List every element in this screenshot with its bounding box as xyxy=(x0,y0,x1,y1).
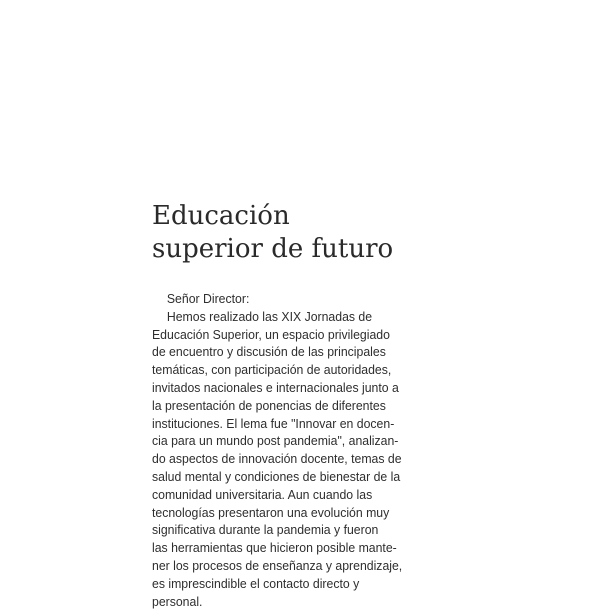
article-title-line: Educación xyxy=(152,201,290,231)
body-line: invitados nacionales e internacionales junto a xyxy=(152,379,399,395)
body-line: cia para un mundo post pandemia", analizan- xyxy=(152,433,399,449)
body-line: temáticas, con participación de autoridades, xyxy=(152,362,392,378)
body-line: es imprescindible el contacto directo y xyxy=(152,575,360,591)
body-line: personal. xyxy=(152,593,203,609)
article-title xyxy=(152,200,572,266)
body-line: la presentación de ponencias de diferentes xyxy=(152,397,386,413)
body-line: Hemos realizado las XIX Jornadas de xyxy=(166,308,373,324)
body-line: do aspectos de innovación docente, temas de xyxy=(152,451,402,467)
body-line: significativa durante la pandemia y fueron xyxy=(152,522,379,538)
letter-salutation: Señor Director: xyxy=(166,291,250,306)
body-line: instituciones. El lema fue "Innovar en docen- xyxy=(152,415,395,431)
body-line: salud mental y condiciones de bienestar de la xyxy=(152,468,401,484)
body-line: las herramientas que hicieron posible mante- xyxy=(152,540,397,556)
body-line: ner los procesos de enseñanza y aprendizaje, xyxy=(152,557,403,573)
body-line: Educación Superior, un espacio privilegiado xyxy=(152,326,390,342)
letter-body xyxy=(152,290,561,610)
body-line: de encuentro y discusión de las principales xyxy=(152,344,386,360)
article-title-line: superior de futuro xyxy=(152,234,394,264)
body-line: tecnologías presentaron una evolución muy xyxy=(152,504,390,520)
body-line: comunidad universitaria. Aun cuando las xyxy=(152,486,373,502)
